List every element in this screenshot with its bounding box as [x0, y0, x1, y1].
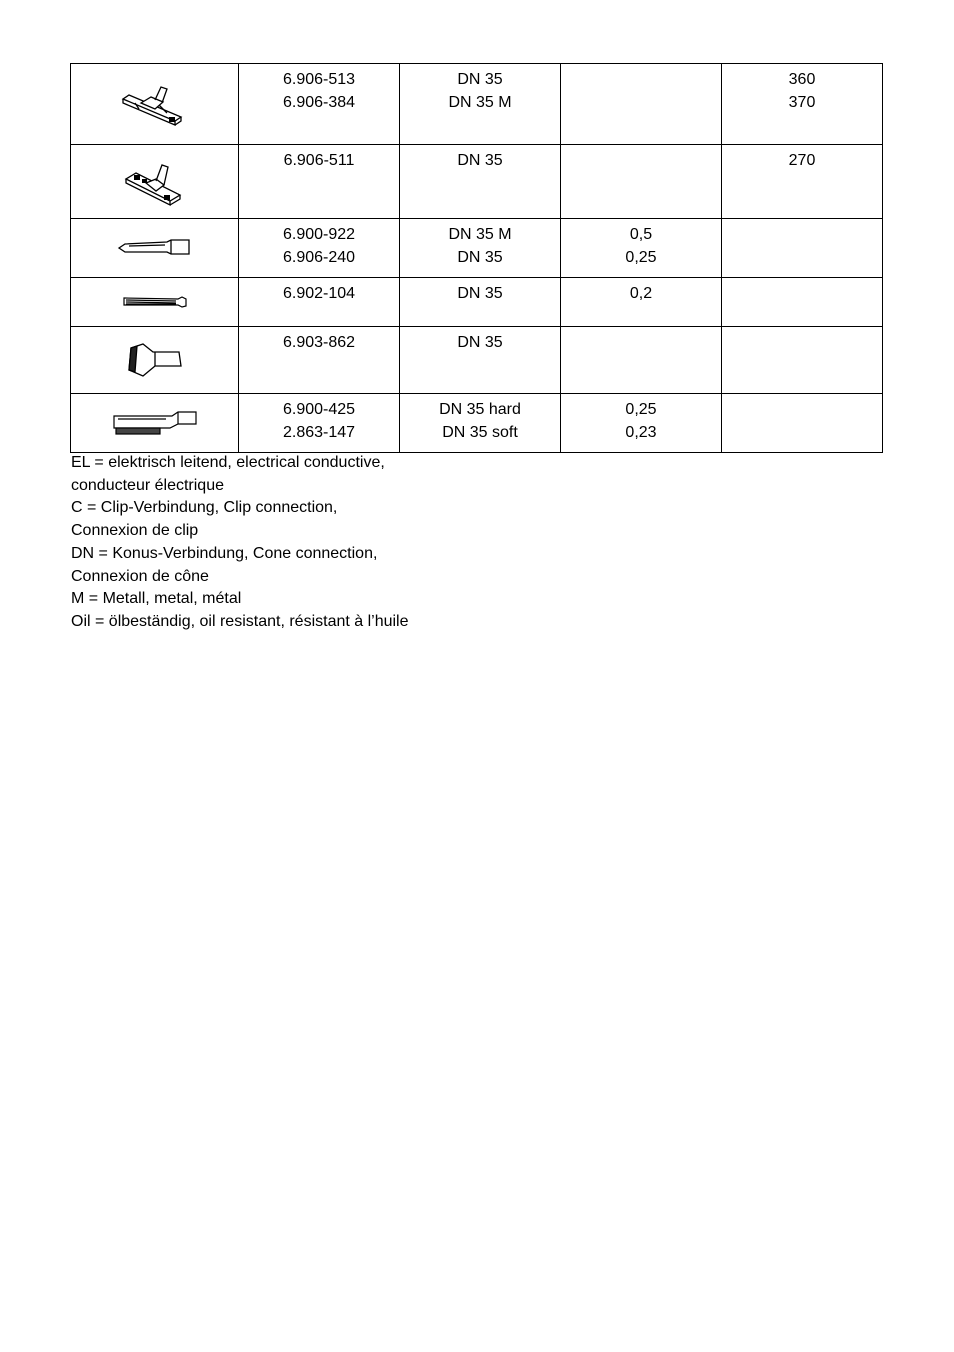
value-a-cell: [561, 327, 722, 394]
floor-nozzle-small-icon: [120, 157, 190, 207]
table-row: [71, 219, 883, 278]
image-cell: [71, 64, 239, 145]
legend-line: DN = Konus-Verbindung, Cone connection,: [71, 544, 378, 562]
value-a-cell: 0,25 0,23: [561, 394, 722, 453]
upholstery-brush-nozzle-icon: [110, 408, 200, 438]
value-a-cell: [561, 64, 722, 145]
value-a-cell: 0,2: [561, 278, 722, 327]
connection-cell: DN 35 hard DN 35 soft: [400, 394, 561, 453]
image-cell: [71, 219, 239, 278]
legend-line: conducteur électrique: [71, 476, 224, 494]
abbreviation-legend: [71, 452, 409, 634]
image-cell: [71, 327, 239, 394]
value-a-cell: 0,5 0,25: [561, 219, 722, 278]
value-b-cell: [722, 219, 883, 278]
part-number-cell: 6.900-425 2.863-147: [239, 394, 400, 453]
legend-line: C = Clip-Verbindung, Clip connection,: [71, 499, 338, 517]
table-row: [71, 64, 883, 145]
value-b-cell: [722, 327, 883, 394]
value-b-cell: [722, 278, 883, 327]
table-row: [71, 278, 883, 327]
floor-nozzle-wide-icon: [115, 79, 195, 129]
legend-line: Oil = ölbeständig, oil resistant, résistant à l’huile: [71, 612, 409, 630]
connection-cell: DN 35 M DN 35: [400, 219, 561, 278]
part-number-cell: 6.903-862: [239, 327, 400, 394]
connection-cell: DN 35: [400, 327, 561, 394]
part-number-cell: 6.906-511: [239, 145, 400, 219]
table-row: [71, 145, 883, 219]
image-cell: [71, 394, 239, 453]
connection-cell: DN 35: [400, 278, 561, 327]
value-b-cell: 270: [722, 145, 883, 219]
value-a-cell: [561, 145, 722, 219]
legend-line: M = Metall, metal, métal: [71, 590, 242, 608]
table-row: [71, 394, 883, 453]
legend-line: EL = elektrisch leitend, electrical conductive,: [71, 454, 385, 471]
value-b-cell: [722, 394, 883, 453]
legend-line: Connexion de cône: [71, 567, 209, 585]
legend-line: Connexion de clip: [71, 522, 199, 540]
image-cell: [71, 278, 239, 327]
accessories-table: [70, 63, 883, 453]
flat-crevice-tool-icon: [120, 293, 190, 311]
angled-brush-nozzle-icon: [123, 340, 187, 380]
image-cell: [71, 145, 239, 219]
part-number-cell: 6.900-922 6.906-240: [239, 219, 400, 278]
connection-cell: DN 35 DN 35 M: [400, 64, 561, 145]
crevice-nozzle-icon: [115, 236, 195, 260]
part-number-cell: 6.902-104: [239, 278, 400, 327]
connection-cell: DN 35: [400, 145, 561, 219]
value-b-cell: 360 370: [722, 64, 883, 145]
table-row: [71, 327, 883, 394]
part-number-cell: 6.906-513 6.906-384: [239, 64, 400, 145]
